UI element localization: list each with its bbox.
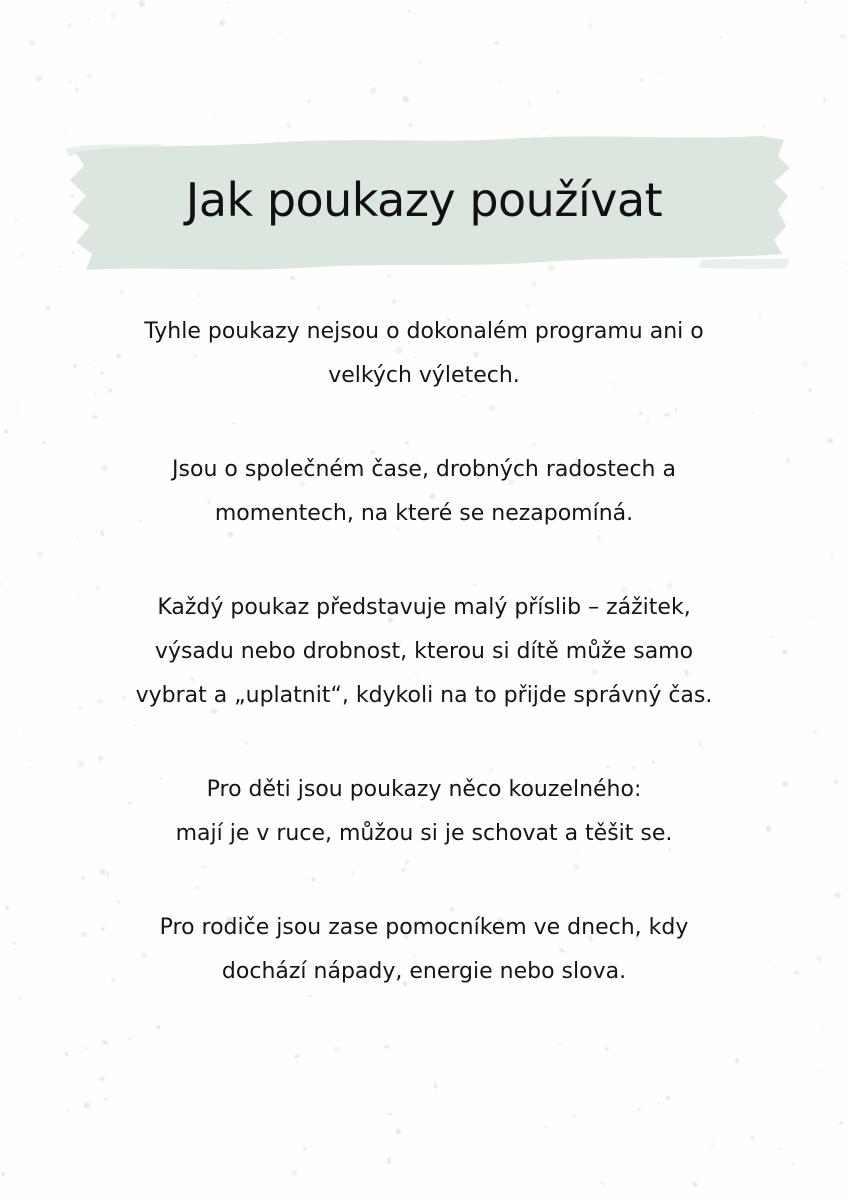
speckle	[0, 582, 2, 587]
speckle	[3, 429, 9, 434]
speckle	[528, 102, 531, 106]
speckle	[544, 1125, 547, 1128]
speckle	[433, 1082, 438, 1090]
speckle	[293, 1053, 300, 1059]
speckle	[637, 1107, 642, 1112]
body-text	[40, 310, 808, 1044]
text-line: Každý poukaz představuje malý příslib – zážitek,	[157, 595, 691, 620]
speckle	[22, 729, 25, 732]
speckle	[555, 89, 560, 94]
text-line: vybrat a „uplatnit“, kdykoli na to přijde správný čas.	[135, 683, 713, 708]
speckle	[791, 1162, 795, 1167]
speckle	[831, 553, 834, 556]
speckle	[109, 11, 117, 19]
speckle	[99, 1076, 105, 1082]
speckle	[838, 1120, 844, 1126]
speckle	[494, 40, 500, 45]
speckle	[812, 616, 815, 619]
text-line: mají je v ruce, můžou si je schovat a těšit se.	[175, 821, 673, 846]
speckle	[657, 1102, 660, 1105]
speckle	[214, 118, 217, 120]
speckle	[69, 81, 72, 83]
paragraph-intro	[40, 310, 808, 398]
speckle	[386, 1157, 391, 1164]
speckle	[18, 995, 22, 999]
speckle	[20, 253, 24, 257]
speckle	[827, 437, 834, 443]
speckle	[34, 74, 43, 83]
speckle	[749, 1135, 755, 1141]
speckle	[119, 289, 124, 294]
speckle	[844, 262, 848, 266]
speckle	[103, 1096, 109, 1102]
paragraph-for-children	[40, 768, 808, 856]
speckle	[84, 1047, 88, 1051]
speckle	[822, 96, 827, 103]
speckle	[839, 33, 847, 40]
speckle	[11, 941, 17, 947]
speckle	[803, 0, 807, 4]
speckle	[381, 107, 384, 110]
text-line: Pro rodiče jsou zase pomocníkem ve dnech, kdy	[159, 915, 689, 940]
speckle	[587, 22, 593, 29]
speckle	[640, 79, 644, 82]
speckle	[832, 778, 839, 785]
speckle	[734, 1057, 740, 1064]
speckle	[808, 388, 812, 393]
text-line: momentech, na které se nezapomíná.	[214, 501, 634, 526]
speckle	[821, 1024, 824, 1027]
speckle	[814, 729, 817, 733]
speckle	[710, 1142, 715, 1147]
paragraph-each-voucher	[40, 586, 808, 718]
speckle	[604, 1047, 609, 1052]
speckle	[197, 293, 201, 298]
speckle	[83, 1101, 91, 1109]
text-line: dochází nápady, energie nebo slova.	[221, 959, 627, 984]
speckle	[4, 905, 10, 911]
speckle	[387, 1112, 392, 1115]
speckle	[815, 954, 823, 962]
speckle	[526, 303, 529, 307]
speckle	[600, 1182, 605, 1186]
speckle	[303, 1147, 307, 1152]
speckle	[691, 1181, 699, 1188]
speckle	[391, 298, 397, 305]
speckle	[279, 32, 282, 35]
speckle	[86, 73, 93, 78]
speckle	[417, 61, 421, 64]
speckle	[384, 1044, 390, 1050]
speckle	[66, 1110, 70, 1113]
text-line: Pro děti jsou poukazy něco kouzelného:	[206, 777, 642, 802]
text-line: Tyhle poukazy nejsou o dokonalém programu ani o	[144, 319, 704, 344]
paragraph-time-together	[40, 448, 808, 536]
text-line: velkých výletech.	[328, 363, 520, 388]
speckle	[0, 1171, 6, 1177]
speckle	[28, 38, 36, 47]
speckle	[369, 86, 377, 95]
speckle	[218, 19, 226, 27]
speckle	[530, 280, 538, 288]
speckle	[664, 1094, 671, 1101]
paragraph-for-parents	[40, 906, 808, 994]
speckle	[660, 73, 663, 75]
speckle	[15, 407, 18, 409]
speckle	[819, 1070, 822, 1074]
speckle	[395, 1128, 401, 1135]
speckle	[66, 22, 72, 28]
text-line: výsadu nebo drobnost, kterou si dítě může samo	[154, 639, 694, 664]
speckle	[407, 9, 410, 12]
speckle	[572, 1114, 575, 1117]
speckle	[137, 0, 146, 8]
text-line: Jsou o společném čase, drobných radostech a	[172, 457, 676, 482]
speckle	[497, 80, 501, 83]
speckle	[29, 765, 32, 767]
speckle	[719, 36, 722, 39]
speckle	[74, 86, 80, 93]
speckle	[227, 1, 230, 4]
speckle	[401, 94, 411, 104]
speckle	[324, 1124, 327, 1126]
speckle	[333, 1046, 339, 1052]
page-title: Jak poukazy používat	[185, 173, 663, 227]
speckle	[778, 1148, 781, 1151]
speckle	[291, 1169, 297, 1176]
speckle	[834, 892, 841, 899]
speckle	[87, 17, 91, 21]
speckle	[64, 1051, 70, 1057]
speckle	[482, 1095, 484, 1098]
speckle	[307, 99, 310, 104]
